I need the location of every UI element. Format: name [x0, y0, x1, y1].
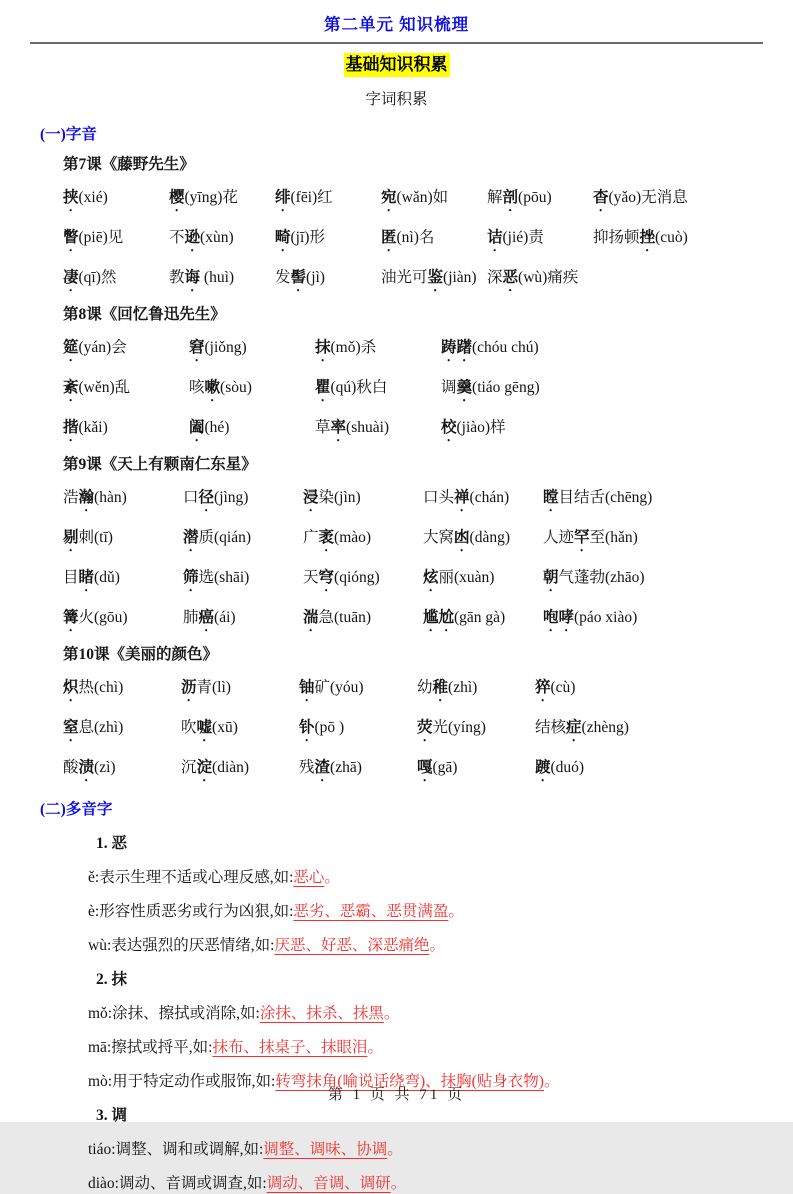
word-segment: 教	[169, 269, 185, 286]
word-entry	[183, 487, 297, 515]
word-segment: 径	[198, 489, 215, 506]
word-segment: 潜	[183, 529, 199, 546]
word-entry	[381, 187, 481, 215]
word-entry	[63, 567, 177, 595]
word-entry	[63, 487, 177, 515]
word-segment: (zì)	[94, 759, 116, 776]
word-segment: 热(chì)	[78, 679, 124, 696]
lesson-block	[63, 644, 763, 785]
word-entry	[63, 677, 175, 705]
reading-period: 。	[448, 903, 464, 920]
word-segment: 袤	[318, 529, 335, 546]
word-entry	[303, 607, 417, 635]
word-segment: 绯	[275, 189, 291, 206]
phonetics-lessons	[30, 154, 763, 785]
word-segment: (qú)秋白	[330, 379, 388, 396]
word-segment: 瞥	[63, 229, 79, 246]
word-entry	[303, 567, 417, 595]
word-segment: (hé)	[204, 419, 230, 436]
word-entry	[63, 607, 177, 635]
word-segment: 瀚	[78, 489, 95, 506]
word-segment: (zhì)	[448, 679, 478, 696]
word-segment: 樱	[169, 189, 185, 206]
word-segment: 踌躇	[441, 339, 473, 356]
highlight-title-row	[30, 53, 763, 77]
word-entry	[63, 527, 177, 555]
word-segment: 剔	[63, 529, 79, 546]
word-row	[63, 377, 763, 405]
word-entry	[543, 487, 652, 515]
word-entry	[183, 567, 297, 595]
word-entry	[189, 417, 309, 445]
word-entry	[303, 527, 417, 555]
word-segment: 人迹	[543, 529, 575, 546]
reading-examples: 恶心	[293, 869, 325, 886]
word-segment: 凼	[454, 529, 470, 546]
reading-description: 表示生理不适或心理反感,如:	[99, 869, 294, 886]
word-entry	[315, 377, 435, 405]
word-segment: (nì)名	[396, 229, 435, 246]
word-segment: (yán)会	[78, 339, 127, 356]
reading-period: 。	[367, 1039, 383, 1056]
word-entry	[181, 757, 293, 785]
reading-pinyin: diào:	[88, 1175, 119, 1192]
word-segment: 匿	[381, 229, 397, 246]
word-segment: (shuài)	[346, 419, 390, 436]
word-segment: 丽(xuàn)	[438, 569, 495, 586]
word-segment: (mào)	[334, 529, 372, 546]
word-segment: 咆哮	[543, 609, 575, 626]
word-entry	[275, 227, 375, 255]
word-segment: 校	[441, 419, 457, 436]
word-segment: (duó)	[550, 759, 585, 776]
word-segment: 凄	[63, 269, 79, 286]
word-segment: 畸	[275, 229, 291, 246]
reading-pinyin: mò:	[88, 1073, 113, 1090]
word-segment: (mǒ)杀	[330, 339, 377, 356]
reading-examples: 转弯抹角(喻说话绕弯)、抹胸(贴身衣物)	[275, 1073, 544, 1090]
word-segment: 嗽	[204, 379, 221, 396]
lesson-title: 第9课《天上有颗南仁东星》	[63, 456, 257, 473]
word-segment: 广	[303, 529, 319, 546]
word-segment: (kǎi)	[78, 419, 108, 436]
word-segment: (fēi)红	[290, 189, 333, 206]
word-segment: (páo xiào)	[574, 609, 638, 626]
word-segment: 浩	[63, 489, 79, 506]
word-segment: 稚	[432, 679, 449, 696]
reading-description: 调动、音调或调查,如:	[119, 1175, 267, 1192]
word-entry	[315, 417, 435, 445]
word-entry	[183, 607, 297, 635]
word-row	[63, 567, 763, 595]
word-row	[63, 267, 763, 295]
word-segment: 炫	[423, 569, 439, 586]
polyphone-item	[88, 833, 763, 956]
word-segment: (qī)然	[78, 269, 117, 286]
polyphone-reading-line	[88, 1139, 763, 1160]
word-entry	[169, 187, 269, 215]
word-row	[63, 527, 763, 555]
word-segment: (jié)责	[502, 229, 544, 246]
word-row	[63, 227, 763, 255]
polyphone-items	[30, 833, 763, 1194]
word-entry	[63, 337, 183, 365]
word-segment: 瞠	[543, 489, 559, 506]
polyphone-reading-line	[88, 1003, 763, 1024]
polyphone-reading-line	[88, 901, 763, 922]
word-segment: 急(tuān)	[318, 609, 372, 626]
word-segment: (zhèng)	[581, 719, 629, 736]
word-segment: 幼	[417, 679, 433, 696]
word-segment: 鉴	[427, 269, 444, 286]
word-segment: (wěn)乱	[78, 379, 131, 396]
word-segment: 渍	[78, 759, 95, 776]
word-segment: (tiáo gēng)	[472, 379, 540, 396]
reading-period: 。	[324, 869, 340, 886]
word-entry	[487, 227, 587, 255]
word-segment: 剖	[502, 189, 519, 206]
word-segment: 抹	[315, 339, 331, 356]
word-entry	[299, 717, 411, 745]
word-segment: 淀	[196, 759, 213, 776]
word-entry	[181, 677, 293, 705]
polyphone-item	[88, 969, 763, 1092]
word-entry	[315, 337, 435, 365]
word-row	[63, 607, 763, 635]
reading-pinyin: mā:	[88, 1039, 112, 1056]
word-segment: 穹	[318, 569, 335, 586]
word-segment: (cuò)	[655, 229, 688, 246]
polyphone-label: 1. 恶	[96, 835, 128, 852]
word-entry	[423, 567, 537, 595]
word-row	[63, 187, 763, 215]
word-entry	[381, 227, 481, 255]
word-entry	[275, 187, 375, 215]
word-segment: 矿(yóu)	[314, 679, 364, 696]
word-entry	[543, 567, 645, 595]
word-entry	[441, 337, 539, 365]
word-segment: 篝	[63, 609, 79, 626]
reading-pinyin: wù:	[88, 937, 112, 954]
word-segment: 朝	[543, 569, 559, 586]
word-segment: 肺	[183, 609, 199, 626]
word-entry	[593, 227, 688, 255]
word-row	[63, 677, 763, 705]
word-segment: 铀	[299, 679, 315, 696]
reading-description: 用于特定动作或服饰,如:	[112, 1073, 276, 1090]
word-segment: 质(qián)	[198, 529, 252, 546]
reading-period: 。	[383, 1005, 400, 1022]
word-segment: 钋	[299, 719, 315, 736]
word-segment: 诲	[184, 269, 201, 286]
word-segment: 罕	[574, 529, 590, 546]
word-entry	[543, 607, 637, 635]
word-segment: 羹	[456, 379, 473, 396]
word-segment: 窒	[63, 719, 79, 736]
word-segment: 口头	[423, 489, 455, 506]
word-segment: 沥	[181, 679, 197, 696]
word-entry	[535, 757, 584, 785]
word-segment: 火(gōu)	[78, 609, 128, 626]
word-segment: 至(hǎn)	[589, 529, 638, 546]
word-row	[63, 717, 763, 745]
document-title: 第二单元 知识梳理	[30, 14, 763, 44]
word-segment: (ái)	[214, 609, 236, 626]
word-segment: 癌	[198, 609, 215, 626]
word-segment: 症	[566, 719, 582, 736]
reading-description: 表达强烈的厌恶情绪,如:	[111, 937, 275, 954]
word-segment: 挫	[639, 229, 656, 246]
word-segment: (jì)	[306, 269, 325, 286]
word-segment: (jìng)	[214, 489, 249, 506]
word-segment: 结核	[535, 719, 567, 736]
word-segment: (wù)痛疾	[518, 269, 579, 286]
polyphone-reading-line	[88, 867, 763, 888]
word-segment: (xùn)	[200, 229, 234, 246]
word-entry	[303, 487, 417, 515]
word-segment: (gā)	[432, 759, 458, 776]
word-segment: 油光可	[381, 269, 428, 286]
word-segment: 深	[487, 269, 503, 286]
word-segment: 尴尬	[423, 609, 455, 626]
word-segment: (yīng)花	[184, 189, 238, 206]
word-segment: (qióng)	[334, 569, 380, 586]
word-segment: 发	[275, 269, 291, 286]
word-segment: 抑扬顿	[593, 229, 640, 246]
word-segment: 选(shāi)	[198, 569, 250, 586]
reading-period: 。	[429, 937, 445, 954]
word-segment: 挟	[63, 189, 79, 206]
word-segment: 踱	[535, 759, 551, 776]
section-heading-polyphones: (二)多音字	[40, 801, 113, 818]
word-segment: 渣	[314, 759, 331, 776]
word-segment: (piē)见	[78, 229, 124, 246]
word-segment: 解	[487, 189, 503, 206]
word-segment: 窘	[189, 339, 205, 356]
word-segment: (hàn)	[94, 489, 127, 506]
word-segment: (sòu)	[220, 379, 252, 396]
word-entry	[423, 607, 537, 635]
word-segment: (pō )	[314, 719, 345, 736]
word-segment: (zhā)	[330, 759, 362, 776]
word-segment: 湍	[303, 609, 319, 626]
word-segment: (huì)	[200, 269, 235, 286]
polyphone-label: 3. 调	[96, 1107, 128, 1124]
word-segment: 瞿	[315, 379, 331, 396]
word-entry	[63, 267, 163, 295]
word-segment: (gān gà)	[454, 609, 506, 626]
word-segment: 揩	[63, 419, 79, 436]
word-segment: 目	[63, 569, 79, 586]
word-segment: 息(zhì)	[78, 719, 124, 736]
lesson-block	[63, 304, 763, 445]
word-segment: 酸	[63, 759, 79, 776]
word-segment: 残	[299, 759, 315, 776]
word-segment: (diàn)	[212, 759, 250, 776]
word-row	[63, 417, 763, 445]
word-segment: 嘎	[417, 759, 433, 776]
word-entry	[189, 337, 309, 365]
reading-examples: 抹布、抹桌子、抹眼泪	[212, 1039, 368, 1056]
polyphone-reading-line	[88, 1173, 763, 1194]
reading-description: 涂抹、擦拭或消除,如:	[112, 1005, 260, 1022]
word-segment: (xū)	[212, 719, 238, 736]
word-segment: 髻	[290, 269, 307, 286]
word-entry	[169, 227, 269, 255]
reading-examples: 厌恶、好恶、深恶痛绝	[274, 937, 430, 954]
word-entry	[487, 267, 578, 295]
reading-examples: 涂抹、抹杀、抹黑	[259, 1005, 384, 1022]
word-segment: 沉	[181, 759, 197, 776]
word-entry	[299, 677, 411, 705]
word-entry	[423, 527, 537, 555]
polyphone-reading-line	[88, 1037, 763, 1058]
word-entry	[535, 677, 575, 705]
lesson-title: 第7课《藤野先生》	[63, 156, 195, 173]
word-segment: (jiào)样	[456, 419, 506, 436]
word-entry	[183, 527, 297, 555]
word-segment: 咳	[189, 379, 205, 396]
word-segment: 大窝	[423, 529, 455, 546]
word-segment: 炽	[63, 679, 79, 696]
word-segment: 诘	[487, 229, 503, 246]
word-entry	[423, 487, 537, 515]
polyphone-item	[88, 1105, 763, 1194]
word-segment: 猝	[535, 679, 551, 696]
word-entry	[189, 377, 309, 405]
section-heading-phonetics: (一)字音	[40, 126, 97, 143]
word-segment: (chóu chú)	[472, 339, 539, 356]
word-entry	[543, 527, 638, 555]
word-segment: (jī)形	[290, 229, 325, 246]
word-segment: 阖	[189, 419, 205, 436]
word-entry	[593, 187, 688, 215]
word-segment: 筵	[63, 339, 79, 356]
word-segment: 恶	[502, 269, 519, 286]
word-segment: 荧	[417, 719, 433, 736]
word-entry	[275, 267, 375, 295]
word-entry	[63, 757, 175, 785]
word-segment: (dàng)	[469, 529, 510, 546]
word-entry	[63, 187, 163, 215]
word-entry	[63, 227, 163, 255]
word-entry	[63, 417, 183, 445]
word-segment: (dǔ)	[94, 569, 120, 586]
word-segment: 浸	[303, 489, 319, 506]
reading-description: 擦拭或捋平,如:	[111, 1039, 213, 1056]
reading-period: 。	[543, 1073, 560, 1090]
word-entry	[381, 267, 481, 295]
word-segment: (wǎn)如	[396, 189, 449, 206]
word-segment: 逊	[184, 229, 201, 246]
reading-pinyin: mǒ:	[88, 1005, 113, 1022]
word-segment: 刺(tī)	[78, 529, 113, 546]
word-segment: 青(lì)	[196, 679, 231, 696]
reading-description: 调整、调和或调解,如:	[115, 1141, 264, 1158]
reading-period: 。	[387, 1141, 403, 1158]
subtitle: 字词积累	[365, 91, 428, 108]
word-entry	[417, 717, 529, 745]
reading-examples: 调动、音调、调研	[266, 1175, 391, 1192]
word-segment: 不	[169, 229, 185, 246]
reading-pinyin: tiáo:	[88, 1141, 116, 1158]
reading-pinyin: è:	[88, 903, 100, 920]
word-segment: 紊	[63, 379, 79, 396]
word-row	[63, 337, 763, 365]
highlighted-section-title: 基础知识积累	[344, 53, 450, 77]
lesson-title: 第8课《回忆鲁迅先生》	[63, 306, 226, 323]
word-segment: 目结舌(chēng)	[558, 489, 653, 506]
word-entry	[417, 677, 529, 705]
word-segment: 天	[303, 569, 319, 586]
lesson-title: 第10课《美丽的颜色》	[63, 646, 219, 663]
word-entry	[535, 717, 629, 745]
word-segment: 吹	[181, 719, 197, 736]
word-segment: 筛	[183, 569, 199, 586]
word-segment: (chán)	[469, 489, 510, 506]
word-entry	[417, 757, 529, 785]
word-segment: 草	[315, 419, 331, 436]
word-entry	[63, 717, 175, 745]
word-row	[63, 487, 763, 515]
word-segment: (pōu)	[518, 189, 552, 206]
word-segment: (jiǒng)	[204, 339, 247, 356]
word-entry	[181, 717, 293, 745]
lesson-block	[63, 154, 763, 295]
word-segment: 调	[441, 379, 457, 396]
reading-pinyin: ě:	[88, 869, 100, 886]
reading-period: 。	[390, 1175, 407, 1192]
reading-description: 形容性质恶劣或行为凶狠,如:	[99, 903, 294, 920]
word-entry	[441, 417, 506, 445]
word-segment: 气蓬勃(zhāo)	[558, 569, 645, 586]
polyphone-reading-line	[88, 935, 763, 956]
word-entry	[299, 757, 411, 785]
lesson-block	[63, 454, 763, 635]
word-segment: 染(jìn)	[318, 489, 361, 506]
word-segment: (jiàn)	[443, 269, 477, 286]
word-entry	[487, 187, 587, 215]
word-segment: (yǎo)无消息	[608, 189, 688, 206]
word-segment: 光(yíng)	[432, 719, 486, 736]
word-segment: 宛	[381, 189, 397, 206]
reading-examples: 调整、调味、协调	[263, 1141, 388, 1158]
word-segment: 杳	[593, 189, 609, 206]
word-segment: 睹	[78, 569, 95, 586]
word-entry	[63, 377, 183, 405]
word-row	[63, 757, 763, 785]
word-segment: 率	[330, 419, 347, 436]
word-entry	[441, 377, 540, 405]
page-footer: 第 1 页 共 71 页	[327, 1087, 466, 1103]
word-entry	[169, 267, 269, 295]
word-segment: 禅	[454, 489, 470, 506]
reading-examples: 恶劣、恶霸、恶贯满盈	[293, 903, 449, 920]
word-segment: 嘘	[196, 719, 213, 736]
word-segment: 口	[183, 489, 199, 506]
word-segment: (xié)	[78, 189, 108, 206]
word-segment: (cù)	[550, 679, 576, 696]
polyphone-label: 2. 抹	[96, 971, 128, 988]
